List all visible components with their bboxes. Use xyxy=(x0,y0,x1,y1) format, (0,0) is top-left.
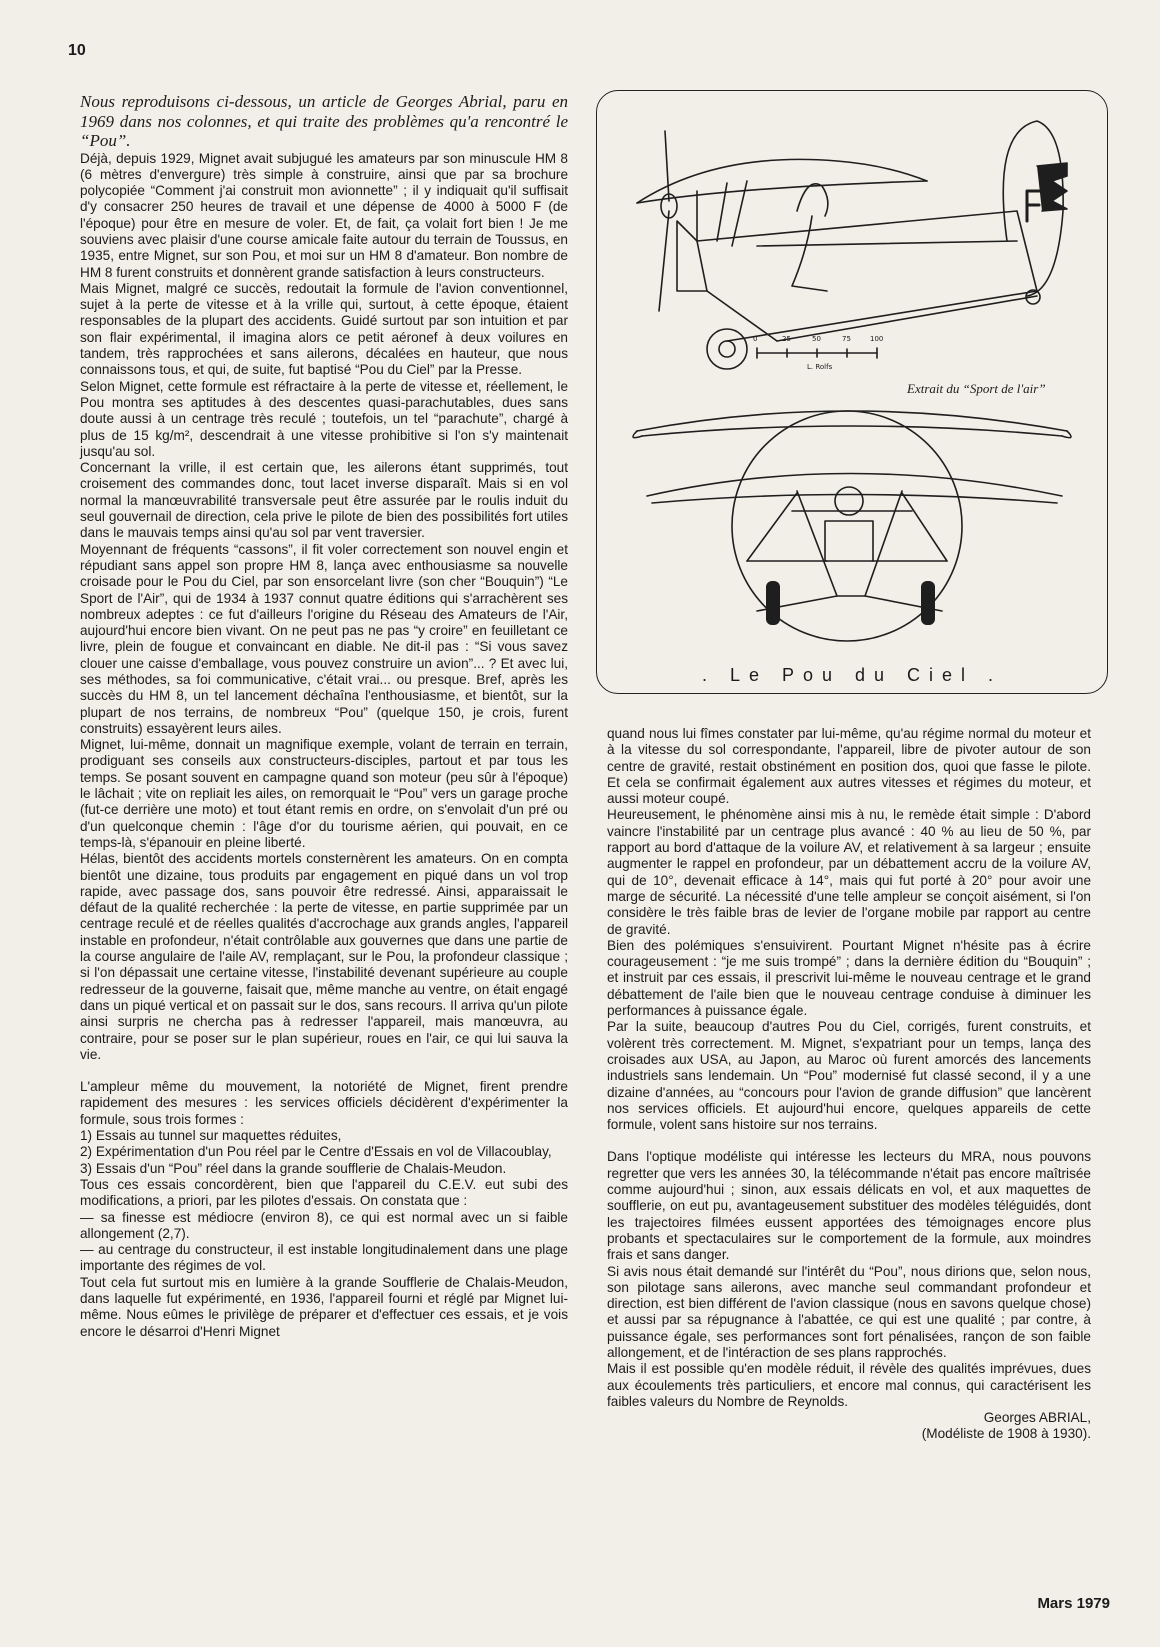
paragraph: quand nous lui fîmes constater par lui-même, qu'au régime normal du moteur et à la vitesse du sol correspondante, l'appareil, libre de pivoter autour de son centre de gravité, restait obstinément en position dos, quoi que fasse le pilote. Et cela se confirmait également aux autres vitesses et régimes du moteur, et aussi moteur coupé. xyxy=(607,726,1091,807)
paragraph: Bien des polémiques s'ensuivirent. Pourtant Mignet n'hésite pas à écrire courageusement : “je me suis trompé” ; dans la dernière édition du “Bouquin” ; et instruit par ces essais, il prescrivit lui-même le nouveau centrage et le grand débattement de l'aile bien que le nouveau centrage conduise à diminuer les performances à puissance égale. xyxy=(607,937,1091,1019)
paragraph: Si avis nous était demandé sur l'intérêt du “Pou”, nous dirions que, selon nous, son pilotage sans ailerons, avec manche seul commandant profondeur et direction, est bien différent de l'avion classique (nous en savons quelque chose) et aussi par sa répugnance à l'abattée, ce qui est une qualité ; par contre, à puissance égale, ses performances sont fort pénalisées, rançon de son faible allongement, et de l'intéraction de ses plans rapprochés. xyxy=(607,1263,1091,1360)
paragraph: Tous ces essais concordèrent, bien que l'appareil du C.E.V. eut subi des modifications, a priori, par les pilotes d'essais. On constata que : xyxy=(80,1176,568,1209)
author-signature: Georges ABRIAL, xyxy=(983,1410,1091,1426)
figure-caption: . Le Pou du Ciel . xyxy=(701,665,1003,685)
list-item: — au centrage du constructeur, il est instable longitudinalement dans une plage importante des régimes de vol. xyxy=(80,1242,568,1274)
author-note: (Modéliste de 1908 à 1930). xyxy=(921,1426,1091,1442)
article-right-column xyxy=(607,726,1091,1443)
figure-credit: Extrait du “Sport de l'air” xyxy=(907,381,1046,396)
list-item: 2) Expérimentation d'un Pou réel par le Centre d'Essais en vol de Villacoublay, xyxy=(80,1144,552,1160)
paragraph: Moyennant de fréquents “cassons”, il fit voler correctement son nouvel engin et répudiant sans appel son propre HM 8, lança avec enthousiasme sa nouvelle croisade pour le Pou du Ciel, par son ensorcelant livre (son cher “Bouquin”) “Le Sport de l'Air”, qui de 1934 à 1937 connut quatre éditions qui s'arrachèrent ses nombreux adeptes : ce fut d'ailleurs l'origine du Réseau des Amateurs de l'Air, aujourd'hui encore bien vivant. On ne peut pas ne pas “y croire” en feuilletant ce livre, plein de fougue et convaincant en diable. Ne dit-il pas : “Si vous savez clouer une caisse d'emballage, vous pouvez construire un avion”... ? Et avec lui, ses méthodes, sa foi communicative, c'était vrai... ou presque. Bref, après les succès du HM 8, un tel lancement déchaîna l'enthousiasme, et bientôt, sur la plupart de nos terrains, de nombreux “Pou” (quelque 150, je crois, furent construits) essayèrent leurs ailes. xyxy=(80,541,568,736)
scale-tick-label: 25 xyxy=(782,335,791,343)
article-left-column xyxy=(80,92,568,1532)
paragraph: Dans l'optique modéliste qui intéresse les lecteurs du MRA, nous pouvons regretter que vers les années 30, la télécommande n'était pas encore maîtrisée comme aujourd'hui ; sinon, aux essais délicats en vol, et aux maquettes de soufflerie, on eut pu, avantageusement substituer des modèles téléguidés, dont les trajectoires filmées eussent apportées des témoignages encore plus probants et spectaculaires sur le comportement de la formule, aux moindres frais et sans danger. xyxy=(607,1149,1091,1263)
list-item: 1) Essais au tunnel sur maquettes réduites, xyxy=(80,1128,342,1144)
scale-signature: L. Rolfs xyxy=(807,363,833,371)
paragraph: Concernant la vrille, il est certain que, les ailerons étant supprimés, tout croisement des commandes donc, tout lacet inverse disparaît. Mais si en vol normal la manœuvrabilité transversale peut être assurée par le roulis induit du seul gouvernail de direction, cela prive le pilote de bien des possibilités fort utiles dans le mauvais temps ainsi qu'au sol par vent traversier. xyxy=(80,460,568,541)
scale-tick-label: 100 xyxy=(870,335,884,343)
page-number: 10 xyxy=(68,42,86,59)
paragraph: Mais il est possible qu'en modèle réduit, il révèle des qualités imprévues, dues aux écoulements très particuliers, et encore mal connus, qui caractérisent les faibles valeurs du Nombre de Reynolds. xyxy=(607,1361,1091,1409)
paragraph: Par la suite, beaucoup d'autres Pou du Ciel, corrigés, furent construits, et volèrent très correctement. M. Mignet, s'expatriant pour un temps, lança des croisades aux USA, au Japon, au Maroc où furent amorcés des lancements industriels sans lendemain. Un “Pou” modernisé fut classé second, il y a une dizaine d'années, au “concours pour l'avion de grande diffusion” que lancèrent nos services officiels. Et aujourd'hui encore, quelques appareils de cette formule, volent sans histoire sur nos terrains. xyxy=(607,1019,1091,1133)
list-item: 3) Essais d'un “Pou” réel dans la grande soufflerie de Chalais-Meudon. xyxy=(80,1160,507,1176)
scale-tick-label: 50 xyxy=(812,335,821,343)
list-item: — sa finesse est médiocre (environ 8), ce qui est normal avec un si faible allongement (2,7). xyxy=(80,1209,568,1241)
paragraph: Selon Mignet, cette formule est réfractaire à la perte de vitesse et, réellement, le Pou montra ses aptitudes à des descentes quasi-parachutables, dues sans doute aussi à un centrage très reculé ; toutefois, un tel “parachute”, chargé à plus de 15 kg/m², descendrait à une vitesse prohibitive si l'on s'y maintenait jusqu'au sol. xyxy=(80,378,568,459)
scale-tick-label: 75 xyxy=(842,335,851,343)
paragraph: Mais Mignet, malgré ce succès, redoutait la formule de l'avion conventionnel, sujet à la perte de vitesse et à la vrille qui, surtout, à cette époque, étaient responsables de la plupart des accidents. Guidé surtout par son intuition et par son flair expérimental, il imagina alors ce petit aéronef à deux voilures en tandem, très rapprochées et sans ailerons, décalées en hauteur, que nous connaissons tous, et qui, de suite, fut baptisé “Pou du Ciel” par la Presse. xyxy=(80,280,568,378)
article-intro: Nous reproduisons ci-dessous, un article de Georges Abrial, paru en 1969 dans nos colonnes, et qui traite des problèmes qu'a rencontré le “Pou”. xyxy=(80,92,568,150)
paragraph: Heureusement, le phénomène ainsi mis à nu, le remède était simple : D'abord vaincre l'instabilité par un centrage plus avancé : 40 % au lieu de 50 %, par rapport au bord d'attaque de la voilure AV, et relativement à sa largeur ; ensuite augmenter le rappel en profondeur, par un débattement accru de la voilure AV, qui de 10°, devenait efficace à 14°, mais qui fut porté à 20° pour avoir une marge de sécurité. La nécessité d'une telle ampleur se conçoit aisément, si l'on considère le très faible bras de levier de l'organe mobile par rapport au centre de gravité. xyxy=(607,807,1091,937)
figure-frame xyxy=(596,90,1108,694)
paragraph: Hélas, bientôt des accidents mortels consternèrent les amateurs. On en compta bientôt une dizaine, tous produits par engagement en piqué dans un vol trop rapide, avec passage dos, sans pouvoir être redressé. Ainsi, apparaissait le défaut de la qualité recherchée : la perte de vitesse, en partie supprimée par un centrage reculé et de réelles qualités d'accrochage aux grands angles, l'appareil instable en profondeur, n'était contrôlable aux gouvernes que dans une partie de la course angulaire de l'aile AV, remplaçant, sur le Pou, la profondeur classique ; si l'on dépassait une certaine vitesse, l'instabilité devenant supérieure au couple redresseur de la gouverne, faisait que, même manche au ventre, on était engagé dans un piqué vertical et on passait sur le dos, sans recours. Il arriva qu'un pilote ainsi surpris ne chercha pas à redresser l'appareil, mais manœuvra, au contraire, pour se poser sur le plan supérieur, roues en l'air, ce qui lui sauva la vie. xyxy=(80,851,568,1062)
issue-date: Mars 1979 xyxy=(1037,1595,1110,1612)
paragraph: Déjà, depuis 1929, Mignet avait subjugué les amateurs par son minuscule HM 8 (6 mètres d'envergure) très simple à construire, ainsi que par sa brochure polycopiée “Comment j'ai construit mon avionnette” ; il y indiquait qu'il suffisait d'y consacrer 250 heures de travail et une dépense de 4000 à 5000 F (de l'époque) pour être en mesure de voler. Et, de fait, ça volait fort bien ! Je me souviens avec plaisir d'une course amicale faite autour du terrain de Toussus, en 1935, entre Mignet, sur son Pou, et moi sur un HM 8 d'amateur. Bon nombre de HM 8 furent construits et donnèrent grande satisfaction à leurs constructeurs. xyxy=(80,150,568,280)
scale-tick-label: 0 xyxy=(753,335,758,343)
paragraph: L'ampleur même du mouvement, la notoriété de Mignet, firent prendre rapidement des mesures : les services officiels décidèrent d'expérimenter la formule, sous trois formes : xyxy=(80,1079,568,1127)
paragraph: Tout cela fut surtout mis en lumière à la grande Soufflerie de Chalais-Meudon, dans laquelle fut expérimenté, en 1936, l'appareil fourni et réglé par Mignet lui-même. Nous eûmes le privilège de préparer et d'effectuer ces essais, et je vois encore le désarroi d'Henri Mignet xyxy=(80,1274,568,1339)
paragraph: Mignet, lui-même, donnait un magnifique exemple, volant de terrain en terrain, prodiguant ses conseils aux constructeurs-disciples, partout et par tous les temps. Se posant souvent en campagne quand son moteur (peu sûr à l'époque) le lâchait ; vite on repliait les ailes, on remorquait le “Pou” vers un garage proche (fut-ce derrière une moto) et tout étant remis en ordre, on s'envolait d'un pré ou d'un quelconque chemin : l'âge d'or du tourisme aérien, qui pouvait, en ce temps-là, s'épanouir en pleine liberté. xyxy=(80,737,568,850)
